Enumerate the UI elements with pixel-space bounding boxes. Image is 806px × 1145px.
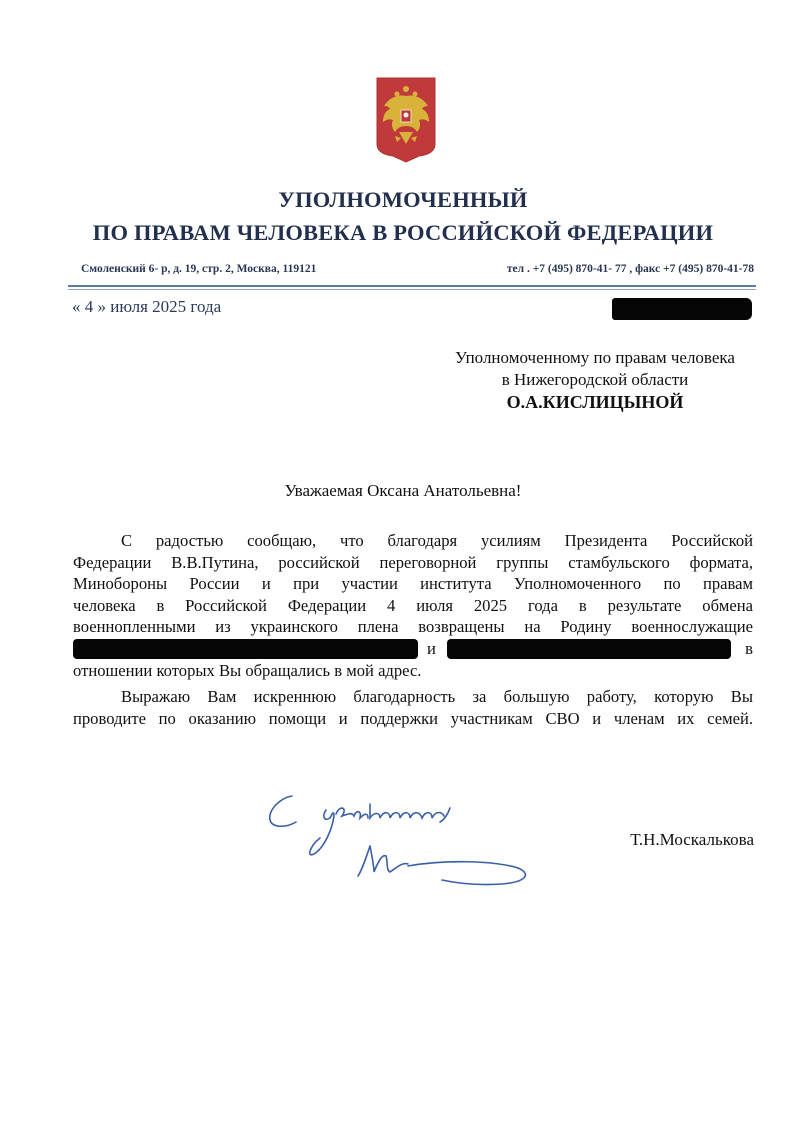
redacted-serviceman-name-2: [447, 639, 731, 659]
signer-name: Т.Н.Москалькова: [630, 830, 754, 849]
recipient-region: в Нижегородской области: [501, 370, 689, 389]
header-rule-secondary: [68, 289, 756, 290]
conjunction: и: [427, 638, 436, 658]
paragraph-line: военнопленными из украинского плена возвращены на Родину военнослужащие: [73, 617, 753, 636]
office-contacts: тел . +7 (495) 870-41- 77 , факс +7 (495) 870-41-78: [506, 263, 754, 275]
paragraph-2: [73, 686, 753, 729]
paragraph-line: Выражаю Вам искреннюю благодарность за большую работу, которую Вы: [121, 687, 753, 706]
redacted-names-row: [73, 638, 753, 660]
paragraph-line: проводите по оказанию помощи и поддержки участникам СВО и членам их семей.: [73, 708, 753, 728]
paragraph-line: отношении которых Вы обращались в мой адрес.: [73, 660, 422, 680]
letter-date: « 4 » июля 2025 года: [72, 297, 222, 316]
handwritten-signature: [262, 786, 552, 896]
redacted-reference-number: [612, 298, 752, 320]
org-title-line2: ПО ПРАВАМ ЧЕЛОВЕКА В РОССИЙСКОЙ ФЕДЕРАЦИИ: [92, 220, 714, 245]
recipient-name: О.А.КИСЛИЦЫНОЙ: [506, 392, 684, 412]
paragraph-line: С радостью сообщаю, что благодаря усилиям Президента Российской: [121, 531, 753, 550]
recipient-title: Уполномоченному по правам человека: [455, 348, 735, 367]
paragraph-line: человека в Российской Федерации 4 июля 2025 года в результате обмена: [73, 595, 753, 615]
trailing-word: в: [745, 638, 753, 658]
header-rule: [68, 285, 756, 287]
redacted-serviceman-name-1: [73, 639, 418, 659]
russian-coat-of-arms-icon: [375, 76, 437, 164]
org-title-line1: УПОЛНОМОЧЕННЫЙ: [278, 187, 528, 212]
office-address: Смоленский 6- р, д. 19, стр. 2, Москва, 119121: [81, 263, 317, 275]
paragraph-1: [73, 530, 753, 681]
paragraph-line: Федерации В.В.Путина, российской переговорной группы стамбульского формата,: [73, 552, 753, 572]
greeting: Уважаемая Оксана Анатольевна!: [284, 481, 522, 500]
paragraph-line: Минобороны России и при участии института Уполномоченного по правам: [73, 574, 753, 593]
